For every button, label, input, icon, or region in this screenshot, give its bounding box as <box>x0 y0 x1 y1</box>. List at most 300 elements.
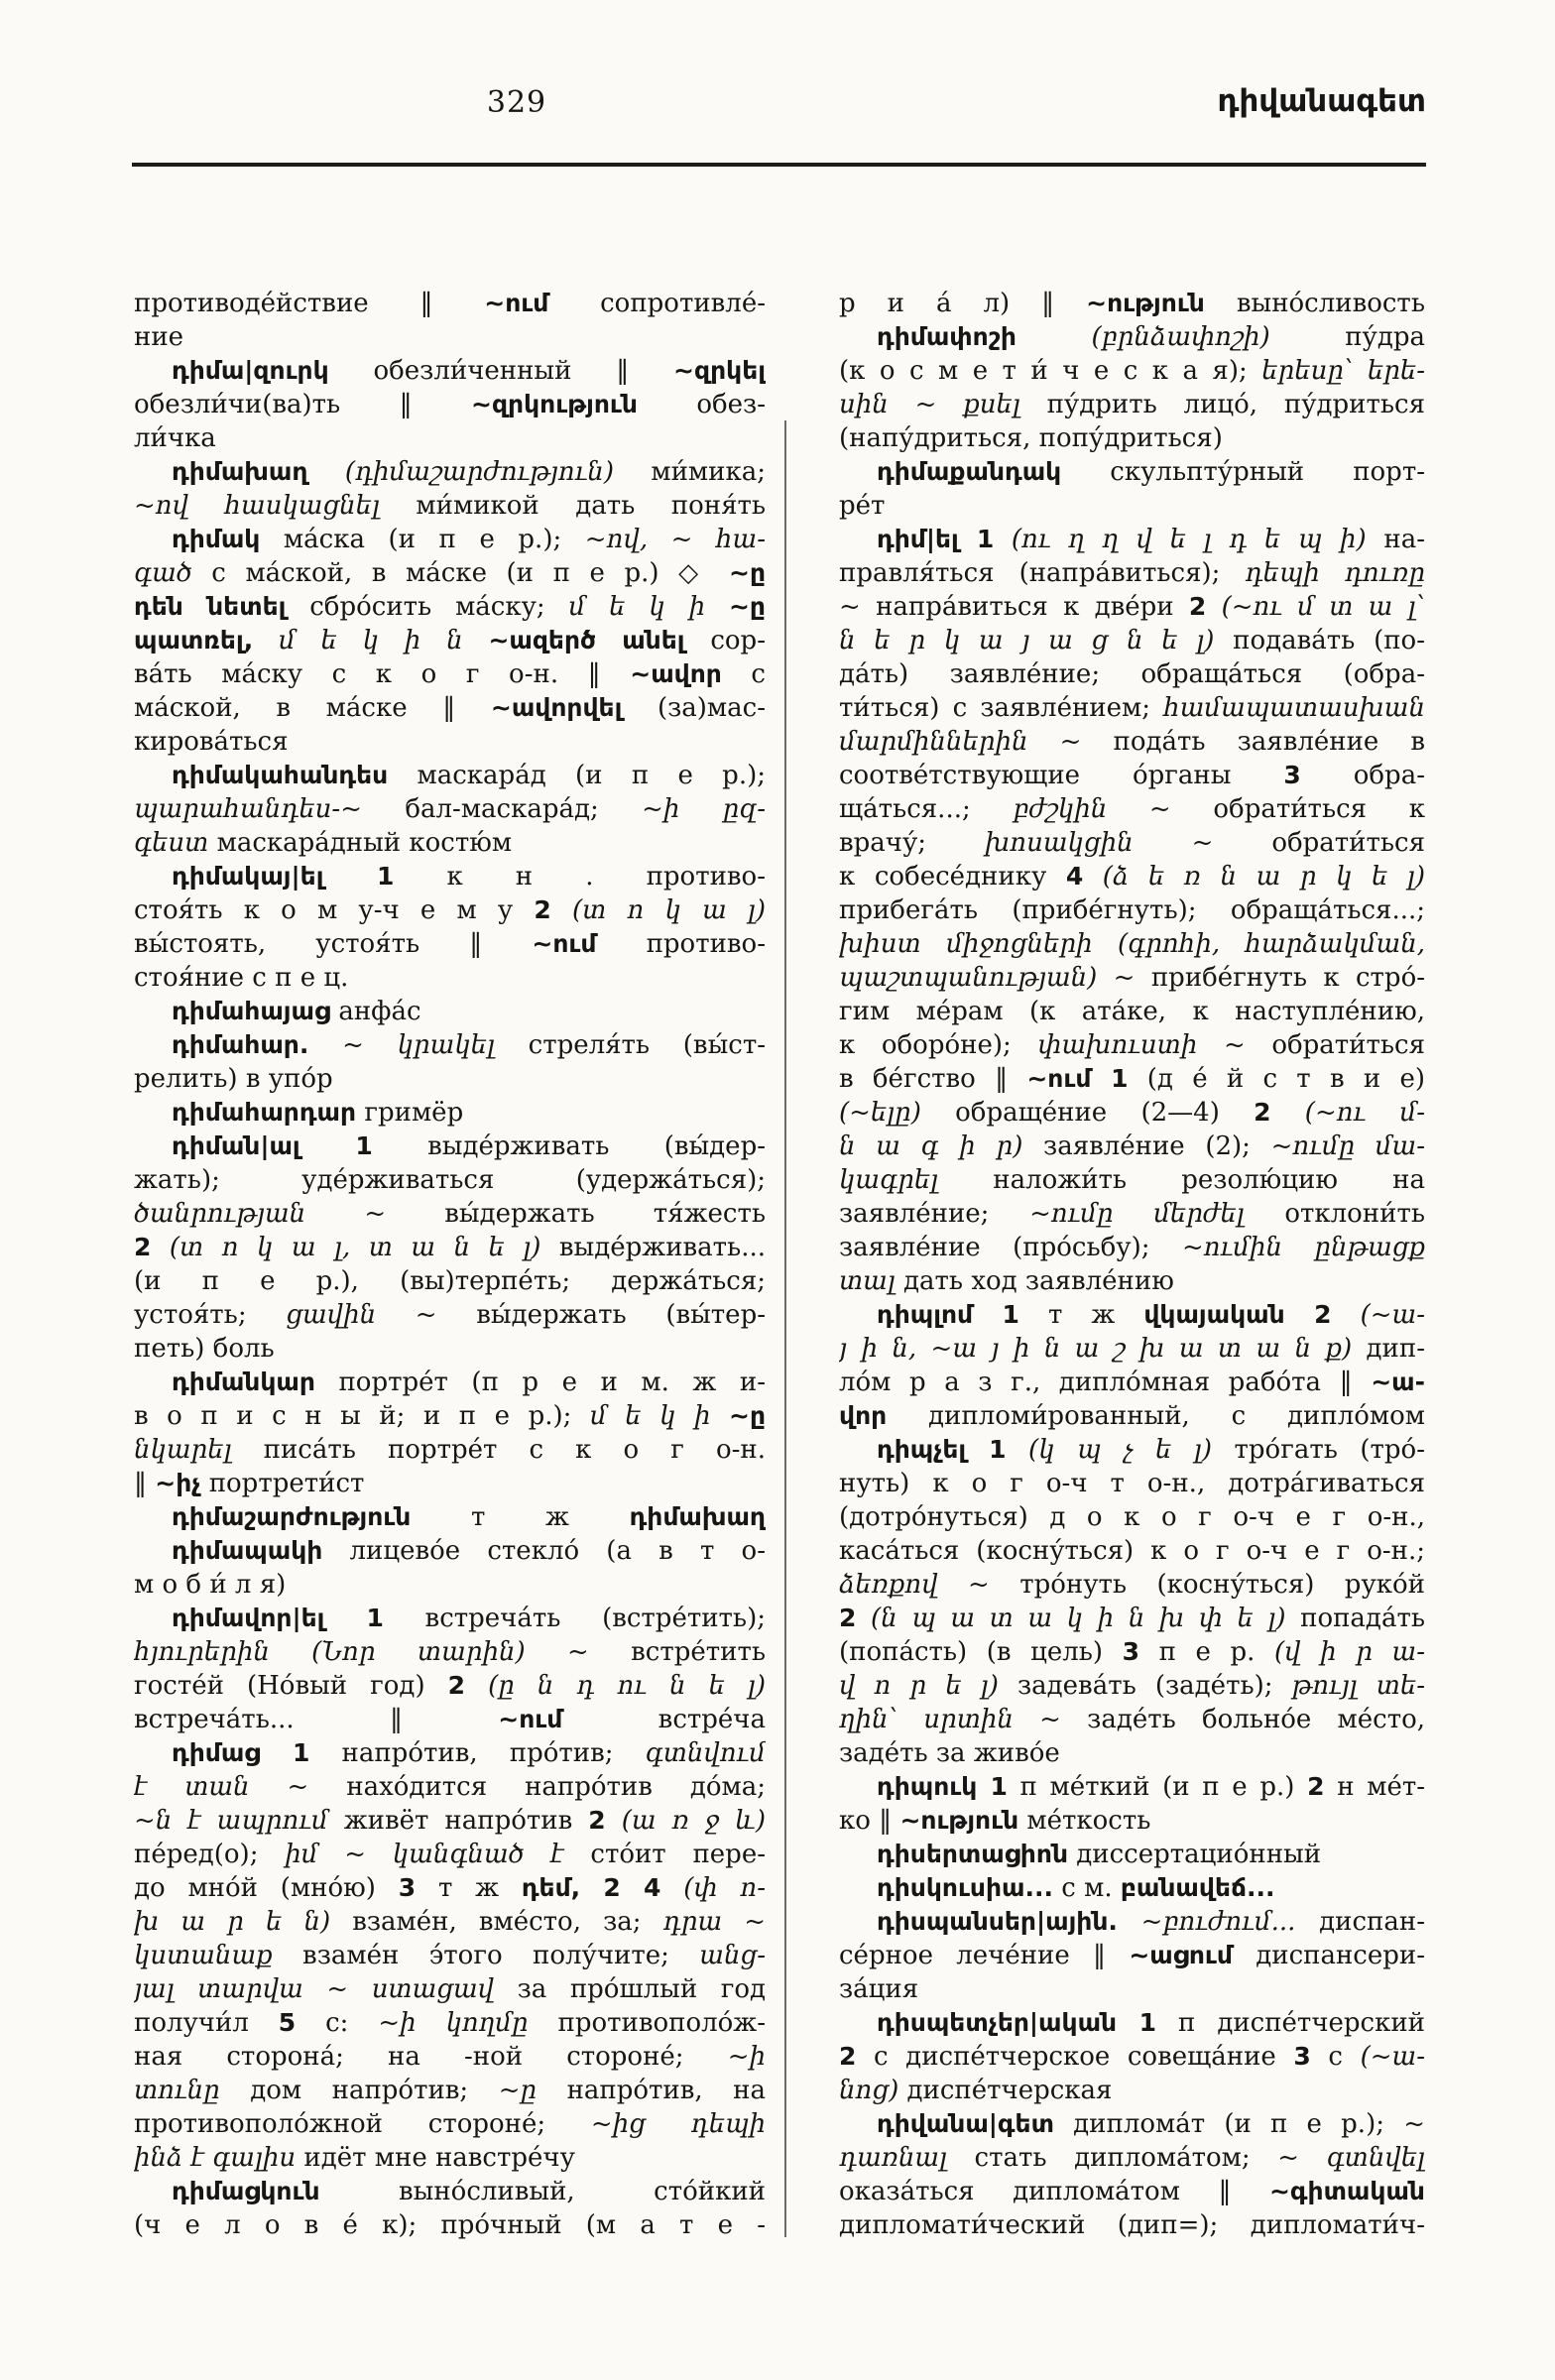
text-line <box>134 1197 766 1231</box>
text-line <box>134 1905 766 1939</box>
text-run: кирова́ться <box>134 727 289 757</box>
text-line <box>134 1163 766 1197</box>
text-run: бал-маскара́д; <box>361 794 643 824</box>
text-line <box>134 2040 766 2074</box>
text-run: нахо́дится напро́тив до́ма; <box>308 1772 766 1802</box>
text-run: за про́шлый год <box>494 1974 766 2004</box>
text-run: тро́нуть (косну́ться) руко́й <box>989 1570 1425 1600</box>
bold-run: ~զրկություն <box>471 390 638 418</box>
italic-run: է տան ~ <box>134 1772 309 1802</box>
text-line <box>134 421 766 455</box>
italic-run: ~ի <box>727 2042 766 2072</box>
text-line <box>134 1568 766 1602</box>
text-line <box>134 691 766 725</box>
text-run: (дотро́нуться) д о к о г о-ч е г о-н., <box>839 1502 1425 1532</box>
italic-run: վ ո ր ե լ) <box>839 1671 999 1701</box>
text-run: дип- <box>1352 1334 1425 1364</box>
bold-run: ~ություն <box>1086 289 1205 317</box>
text-run: обрати́ться <box>1245 1030 1425 1060</box>
italic-run: (դիմաշարժություն) <box>307 457 614 487</box>
bold-run: դիմակ <box>172 525 261 553</box>
text-run: петь) боль <box>134 1334 275 1364</box>
text-line <box>839 1736 1425 1770</box>
text-line <box>839 961 1425 995</box>
bold-run: 2 <box>1188 592 1207 621</box>
text-run: к н . противо- <box>394 862 766 892</box>
italic-run: գտնվում <box>645 1738 766 1768</box>
text-line <box>134 1399 766 1433</box>
text-line <box>134 2006 766 2040</box>
text-run: к оборо́не); <box>839 1030 1038 1060</box>
text-run: обезли́ченный ‖ <box>328 356 674 386</box>
text-line <box>134 2141 766 2175</box>
text-run: маскара́д (и п е р.); <box>388 761 766 790</box>
text-run: п е р. <box>1139 1637 1275 1667</box>
text-run: (ч е л о в е́ к); про́чный (м а т е - <box>134 2210 766 2240</box>
text-line <box>839 1163 1425 1197</box>
bold-run: պատռել, <box>134 626 254 654</box>
text-run: получи́л <box>134 2008 279 2038</box>
text-run: портрети́ст <box>200 1469 365 1498</box>
text-run: напра́виться к две́ри <box>860 592 1189 622</box>
italic-run: տալ <box>839 1266 896 1296</box>
bold-run: 3 <box>1293 2042 1311 2071</box>
bold-run: ~ա- <box>1371 1368 1425 1396</box>
italic-run: ծանրության ~ <box>134 1199 387 1229</box>
text-line <box>839 759 1425 792</box>
text-line <box>134 893 766 927</box>
italic-run: համապատասխան <box>1163 693 1425 723</box>
text-line <box>134 523 766 556</box>
italic-run: (ձ ե ռ ն ա ր կ ե լ) <box>1083 862 1425 892</box>
bold-run: ~ում <box>498 1705 563 1733</box>
text-line <box>134 455 766 489</box>
text-line <box>839 388 1425 421</box>
text-line <box>134 1635 766 1669</box>
bold-run: 3 <box>1283 761 1301 789</box>
text-run: ми́микой дать поня́ть <box>379 491 766 521</box>
text-line <box>839 1905 1425 1939</box>
text-run: диспан- <box>1295 1907 1425 1937</box>
text-run: ли́чка <box>134 423 216 453</box>
text-run: ва́ть ма́ску с к о г о-н. ‖ <box>134 659 631 689</box>
text-run: с: <box>296 2008 379 2038</box>
text-run: релить) в упо́р <box>134 1064 333 1094</box>
text-run: встре́тить <box>588 1637 766 1667</box>
text-line <box>134 1770 766 1804</box>
text-run: заявле́ние (про́сьбу); <box>839 1233 1182 1262</box>
text-run: нуть) к о г о-ч т о-н., дотра́гиваться <box>839 1469 1425 1498</box>
bold-run: 2 <box>534 895 551 924</box>
text-line <box>839 927 1425 961</box>
text-line <box>839 995 1425 1028</box>
text-line <box>134 1264 766 1298</box>
text-line <box>134 2175 766 2208</box>
text-line <box>839 1433 1425 1467</box>
bold-run: դիմապակի <box>172 1536 323 1565</box>
text-run: в о п и с н ы й; и п е р.); <box>134 1401 590 1431</box>
text-run: оказа́ться диплома́том ‖ <box>839 2177 1269 2206</box>
text-run: противоде́йствие ‖ <box>134 289 485 318</box>
text-line <box>134 1467 766 1500</box>
text-run: противополо́ж- <box>528 2008 766 2038</box>
text-line <box>839 2040 1425 2074</box>
text-run: прибе́гнуть к стро́- <box>1135 963 1425 993</box>
text-line <box>839 1568 1425 1602</box>
bold-run: դիմակայ|ել 1 <box>172 862 395 891</box>
text-line <box>134 1231 766 1264</box>
text-line <box>839 1231 1425 1264</box>
page-number: 329 <box>486 85 547 120</box>
text-line <box>839 1264 1425 1298</box>
italic-run: ~ն է ապրում <box>134 1806 328 1836</box>
text-line <box>839 1500 1425 1534</box>
text-line <box>839 1602 1425 1635</box>
text-run: дипломати́ческий (дип=); дипломати́ч- <box>839 2210 1425 2240</box>
italic-run: յալ տարվա ~ ստացավ <box>134 1974 495 2004</box>
text-run: устоя́ть; <box>134 1300 287 1330</box>
text-line <box>134 1534 766 1568</box>
text-run: стоя́ние с п е ц. <box>134 963 349 993</box>
bold-run: 2 <box>1254 1098 1271 1127</box>
text-run: (попа́сть) (в цель) <box>839 1637 1123 1667</box>
text-line <box>839 1871 1425 1905</box>
italic-run: հյուրերին (Նոր տարին) ~ <box>134 1637 589 1667</box>
italic-run: պարահանդես-~ <box>134 794 362 824</box>
text-run: каса́ться (косну́ться) к о г о-ч е г о-н.; <box>839 1536 1425 1566</box>
bold-run: ~ը <box>729 1401 766 1430</box>
text-line <box>839 590 1425 624</box>
text-run: да́ть) заявле́ние; обраща́ться (обра- <box>839 659 1425 689</box>
italic-run: (ը ն դ ու ն ե լ) <box>465 1671 766 1701</box>
text-run: в бе́гство ‖ <box>839 1064 1027 1094</box>
bold-run: դիմա|զուրկ <box>172 356 329 385</box>
italic-run: անց- <box>699 1941 766 1970</box>
text-run: пода́ть заявле́ние в <box>1081 727 1425 757</box>
text-run: противо- <box>596 929 766 959</box>
bold-run: դիմակահանդես <box>172 761 389 789</box>
text-line <box>134 2107 766 2141</box>
text-line <box>839 455 1425 489</box>
text-run: с диспе́тчерское совеща́ние <box>856 2042 1294 2072</box>
bold-run: ~ազերծ անել <box>488 626 685 654</box>
text-run: п диспе́тчерский <box>1155 2008 1425 2038</box>
bold-run: ~ը <box>728 592 766 621</box>
italic-run: դրա ~ <box>662 1907 766 1937</box>
bold-run: ~ում <box>484 289 549 317</box>
left-column <box>134 287 766 2242</box>
italic-run: խ ա ր ե ն) <box>134 1907 331 1937</box>
text-line <box>839 1366 1425 1399</box>
text-run: ‖ <box>134 1469 156 1498</box>
text-line <box>134 1366 766 1399</box>
bold-run: դիմահայաց <box>172 997 331 1025</box>
text-run: обрати́ться <box>1213 828 1425 858</box>
text-line <box>839 1096 1425 1130</box>
text-run: п ме́ткий (и п е р.) <box>1007 1772 1308 1802</box>
text-run: с <box>1310 2042 1361 2072</box>
italic-run: ~բուժում... <box>1117 1907 1296 1937</box>
italic-run: մ ե կ ի <box>589 1401 729 1431</box>
text-line <box>839 2141 1425 2175</box>
italic-run: մ ե կ ի <box>568 592 729 622</box>
bold-run: 3 <box>398 1873 417 1902</box>
text-run: взаме́н э́того полу́чите; <box>272 1941 700 1970</box>
text-line <box>134 927 766 961</box>
text-run: (напу́дриться, попу́дриться) <box>839 423 1223 453</box>
guide-word: դիվանագետ <box>1217 83 1426 119</box>
text-line <box>839 1838 1425 1871</box>
text-run: обра- <box>1300 761 1425 790</box>
text-run: диссертацио́нный <box>1068 1840 1322 1869</box>
text-run: дом напро́тив; <box>219 2076 499 2105</box>
text-run: с м. <box>1053 1873 1121 1903</box>
bold-run: դիմահար. <box>172 1030 309 1059</box>
text-line <box>839 320 1425 354</box>
text-run: обраще́ние (2—4) <box>920 1098 1255 1128</box>
text-line <box>134 388 766 421</box>
bold-run: 2 <box>447 1671 466 1700</box>
bold-run: 2 <box>134 1233 152 1261</box>
text-line <box>134 1500 766 1534</box>
italic-run: ~ը <box>498 2076 538 2105</box>
bold-run: դիմանկար <box>172 1368 315 1396</box>
text-run: ми́мика; <box>613 457 766 487</box>
text-line <box>134 1838 766 1871</box>
text-line <box>839 421 1425 455</box>
bold-run: 5 <box>278 2008 297 2037</box>
text-run: врачу́; <box>839 828 985 858</box>
bold-run: դիսկուսիա... <box>877 1873 1054 1902</box>
text-run: ма́ской, в ма́ске ‖ <box>134 693 491 723</box>
text-line <box>839 725 1425 759</box>
text-line <box>134 556 766 590</box>
italic-run: ~ով հասկացնել <box>134 491 380 521</box>
italic-run: ~ումը մա- <box>1270 1131 1425 1161</box>
text-run: задева́ть (заде́ть); <box>998 1671 1292 1701</box>
italic-run: ն ա գ ի ր) <box>839 1131 1023 1161</box>
bold-run: դիմացկուն <box>172 2177 320 2205</box>
text-run: к собесе́днику <box>839 862 1066 892</box>
text-run: (и п е р.), (вы)терпе́ть; держа́ться; <box>134 1266 766 1296</box>
text-run: диспе́тчерская <box>898 2076 1113 2105</box>
bold-run: 2 <box>839 1604 857 1632</box>
italic-run: (բրնձափոշի) <box>1016 322 1270 352</box>
text-line <box>134 1871 766 1905</box>
text-run: заде́ть за живо́е <box>839 1738 1060 1768</box>
text-line <box>839 624 1425 657</box>
column-divider <box>784 420 786 2237</box>
italic-run: (~ա- <box>1360 2042 1425 2072</box>
italic-run: մարմիններին ~ <box>839 727 1082 757</box>
text-line <box>134 1028 766 1062</box>
text-line <box>839 2006 1425 2040</box>
text-line <box>134 1939 766 1972</box>
text-run: вы́стоять, устоя́ть ‖ <box>134 929 533 959</box>
bold-run: դիսպետչեր|ական 1 <box>877 2008 1156 2037</box>
text-run: обез- <box>637 390 766 419</box>
italic-run: իմ ~ կանգնած է <box>285 1840 564 1869</box>
bold-run: 4 <box>1065 862 1084 891</box>
italic-run: խիստ միջոցների (գրոհի, հարձակման, <box>839 929 1425 959</box>
bold-run: դիպլոմ 1 <box>877 1300 1019 1329</box>
text-run: дипломи́рованный, с дипло́мом <box>887 1401 1425 1431</box>
text-line <box>839 354 1425 388</box>
italic-run: (փ ո- <box>660 1873 766 1903</box>
text-line <box>839 2208 1425 2242</box>
bold-run: դիպուկ 1 <box>877 1772 1008 1801</box>
text-run: вы́держать (вы́тер- <box>436 1300 766 1330</box>
text-run: пе́ред(о); <box>134 1840 286 1869</box>
text-line <box>134 489 766 523</box>
text-line <box>134 624 766 657</box>
italic-run: գած <box>134 558 192 588</box>
text-run: сбро́сить ма́ску; <box>286 592 569 622</box>
text-line <box>134 1736 766 1770</box>
text-run: ща́ться...; <box>839 794 1014 824</box>
text-run: наложи́ть резолю́цию на <box>938 1165 1425 1195</box>
text-run: ти́ться) с заявле́нием; <box>839 693 1164 723</box>
text-run: сопротивле́- <box>548 289 766 318</box>
italic-run: (~ա- <box>1331 1300 1425 1330</box>
bold-run: դիմախաղ <box>629 1502 766 1531</box>
text-run: н ме́т- <box>1324 1772 1425 1802</box>
text-run: обрати́ться к <box>1170 794 1425 824</box>
text-run: диспансери- <box>1232 1941 1425 1970</box>
text-run: встреча́ть... ‖ <box>134 1705 499 1734</box>
bold-run: 2 <box>1307 1772 1325 1801</box>
text-run: диплома́т (и п е р.); <box>1053 2109 1404 2139</box>
text-run: идёт мне навстре́чу <box>296 2143 575 2173</box>
text-run: т ж <box>416 1873 522 1903</box>
text-run: стоя́ть к о м у-ч е м у <box>134 895 535 925</box>
bold-run: ~ություն <box>899 1806 1019 1835</box>
italic-run: ~ի կողմը <box>378 2008 529 2038</box>
italic-run: (ն պ ա տ ա կ ի ն խ փ ե լ) <box>856 1604 1286 1633</box>
italic-run: նկարել <box>134 1435 232 1465</box>
italic-run: բժշկին ~ <box>1013 794 1171 824</box>
text-line <box>134 1669 766 1703</box>
italic-run: (կ պ չ ե լ) <box>1006 1435 1212 1465</box>
bold-run: ~ը <box>729 558 766 587</box>
italic-run: ~ից դեպի <box>590 2109 766 2139</box>
text-run: анфа́с <box>330 997 421 1026</box>
text-run: прибега́ть (прибе́гнуть); обраща́ться...; <box>839 895 1425 925</box>
text-run: ма́ска (и п е р.); <box>260 525 585 554</box>
bold-run: բանավեճ... <box>1120 1873 1275 1902</box>
text-run: т ж <box>1018 1300 1144 1330</box>
text-run: обезли́чи(ва)ть ‖ <box>134 390 472 419</box>
text-run: противополо́жной стороне́; <box>134 2109 591 2139</box>
text-run: пу́дрить лицо́, пу́дриться <box>1019 390 1425 419</box>
text-line <box>134 1332 766 1366</box>
text-line <box>134 354 766 388</box>
text-line <box>839 1534 1425 1568</box>
right-column <box>839 287 1425 2242</box>
text-line <box>839 1197 1425 1231</box>
italic-run: տունը <box>134 2076 220 2105</box>
bold-run: դեն նետել <box>134 592 287 621</box>
text-line <box>839 1939 1425 1972</box>
text-line <box>839 691 1425 725</box>
text-run: напро́тив, про́тив; <box>309 1738 646 1768</box>
text-run: пу́дра <box>1269 322 1425 352</box>
text-line <box>134 320 766 354</box>
italic-run: ~ <box>839 592 861 622</box>
text-line <box>134 1062 766 1096</box>
text-line <box>134 1298 766 1332</box>
text-line <box>839 2074 1425 2107</box>
text-run: встреча́ть (встре́тить); <box>383 1604 766 1633</box>
italic-run: (~ելը) <box>839 1098 921 1128</box>
text-line <box>134 2074 766 2107</box>
bold-run: ~իչ <box>155 1469 201 1497</box>
italic-run: ղին՝ սրտին ~ <box>839 1705 1061 1734</box>
text-line <box>839 1130 1425 1163</box>
text-run: писа́ть портре́т с к о г о-н. <box>231 1435 766 1465</box>
text-run: гримёр <box>356 1098 464 1128</box>
text-run: выно́сливый, сто́йкий <box>319 2177 766 2206</box>
text-line <box>839 657 1425 691</box>
text-run: м о б и́ л я) <box>134 1570 287 1600</box>
italic-run: ~ի ըզ- <box>642 794 766 824</box>
bold-run: դիմահարդար <box>172 1098 357 1127</box>
header-rule <box>132 163 1426 167</box>
text-run: ре́т <box>839 491 886 521</box>
text-run: выно́сливость <box>1204 289 1425 318</box>
italic-run: (ա ռ ջ և) <box>605 1806 766 1836</box>
bold-run: ~զրկել <box>673 356 766 385</box>
text-line <box>839 826 1425 860</box>
text-run: встре́ча <box>562 1705 766 1734</box>
text-line <box>839 1028 1425 1062</box>
text-line <box>839 1399 1425 1433</box>
italic-run: ~ կրակել <box>308 1030 495 1060</box>
italic-run: դեպի դուռը <box>1245 558 1425 588</box>
text-run: вы́держать тя́жесть <box>386 1199 766 1229</box>
text-run: лицево́е стекло́ (а в т о- <box>322 1536 766 1566</box>
text-run: скульпту́рный порт- <box>1061 457 1425 487</box>
text-run: (к о с м е т и́ ч е с к а я); <box>839 356 1262 386</box>
text-run: (за)мас- <box>622 693 766 723</box>
bold-run: 3 <box>1122 1637 1140 1666</box>
text-line <box>134 792 766 826</box>
text-line <box>134 826 766 860</box>
text-line <box>839 860 1425 893</box>
text-run: сор- <box>684 626 766 655</box>
text-line <box>134 1804 766 1838</box>
text-run: взаме́н, вме́сто, за; <box>330 1907 663 1937</box>
bold-run: դիվանա|գետ <box>877 2109 1054 2138</box>
bold-run: դիմաքանդակ <box>877 457 1062 486</box>
bold-run: դիսպանսեր|ային. <box>877 1907 1118 1936</box>
italic-run: (վ ի ր ա- <box>1274 1637 1425 1667</box>
text-run: заявле́ние (2); <box>1022 1131 1271 1161</box>
italic-run: կագրել <box>839 1165 939 1195</box>
italic-run: երեսը՝ երե- <box>1261 356 1425 386</box>
text-line <box>839 1669 1425 1703</box>
italic-run: մ ե կ ի ն <box>253 626 489 655</box>
text-line <box>134 725 766 759</box>
text-line <box>839 1804 1425 1838</box>
text-line <box>839 1332 1425 1366</box>
text-line <box>839 893 1425 927</box>
bold-run: դիմաշարժություն <box>172 1502 412 1531</box>
bold-run: դիմ|ել 1 <box>877 525 995 553</box>
text-run: отклони́ть <box>1244 1199 1425 1229</box>
text-line <box>839 523 1425 556</box>
bold-run: ~ացում <box>1129 1941 1233 1969</box>
